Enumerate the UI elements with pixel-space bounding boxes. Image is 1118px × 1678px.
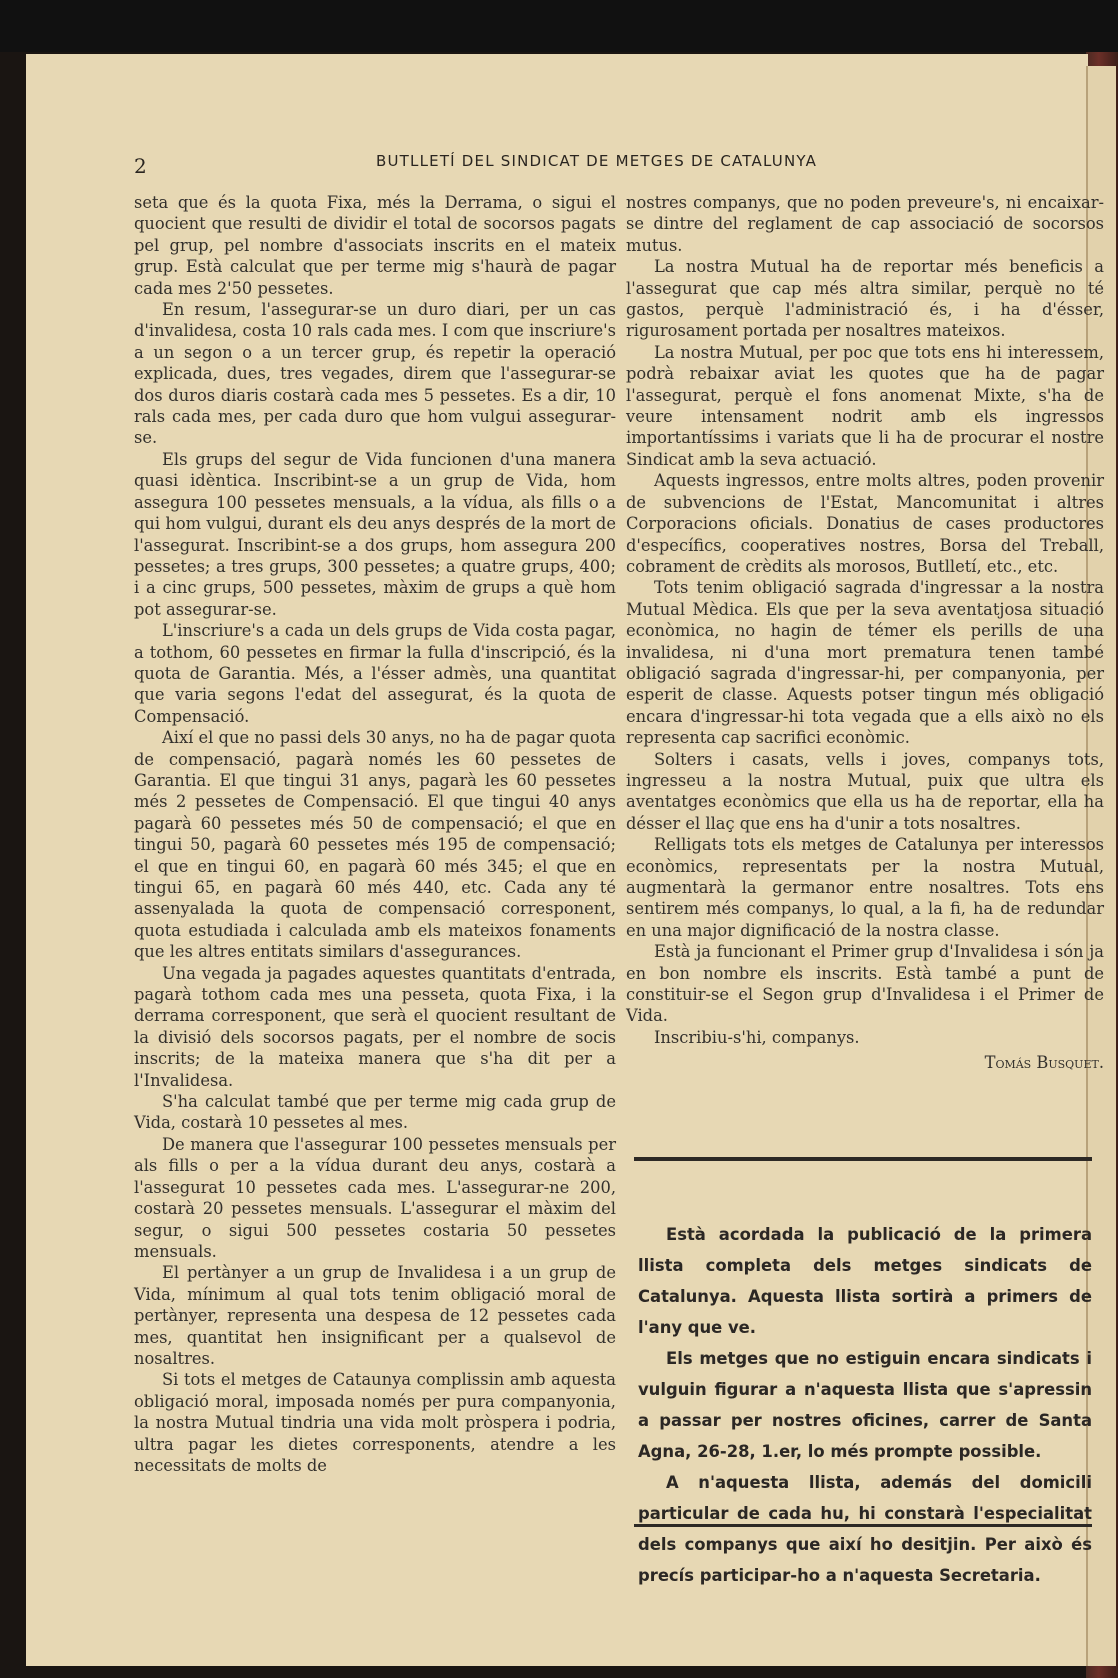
notice-paragraph: Els metges que no estiguin encara sindicats i vulguin figurar a n'aquesta llista que s'apressin a passar per nostres oficines, carrer de Santa Agna, 26-28, 1.er, lo més prompte possible. [638,1349,1092,1461]
paragraph: Aquests ingressos, entre molts altres, poden provenir de subvencions de l'Estat, Mancomunitat i altres Corporacions oficials. Donatius de cases productores d'específics, cooperatives nostres, Borsa del Treball, cobrament de crèdits als morosos, Butlletí, etc., etc. [626,471,1104,576]
scan-background-top [0,0,1118,52]
right-column [626,192,1104,1074]
running-head: BUTLLETÍ DEL SINDICAT DE METGES DE CATALUNYA [376,152,818,170]
paragraph: S'ha calculat també que per terme mig cada grup de Vida, costarà 10 pessetes al mes. [134,1092,616,1133]
paragraph: Està ja funcionant el Primer grup d'Invalidesa i són ja en bon nombre els inscrits. Està també a punt de constituir-se el Segon grup d'Invalidesa i el Primer de Vida. [626,942,1104,1026]
page-number: 2 [134,154,147,178]
paragraph: Solters i casats, vells i joves, companys tots, ingresseu a la nostra Mutual, puix que ultra els aventatges econòmics que ella us ha de reportar, ella ha désser el llaç que ens ha d'unir a tots nosaltres. [626,749,1104,833]
paragraph: Inscribiu-s'hi, companys. [654,1027,860,1047]
paragraph: Relligats tots els metges de Catalunya per interessos econòmics, representats per la nostra Mutual, augmentarà la germanor entre nosaltres. Tots ens sentirem més companys, lo qual, a la fi, ha de redundar en una major dignificació de la nostra classe. [626,835,1104,940]
paragraph: Una vegada ja pagades aquestes quantitats d'entrada, pagarà tothom cada mes una pesseta, quota Fixa, i la derrama corresponent, que serà el quocient resultant de la divisió dels socorsos pagats, per el nombre de socis inscrits; de la mateixa manera que s'ha dit per a l'Invalidesa. [134,963,616,1090]
notice-box [638,1219,1092,1591]
paragraph: Tots tenim obligació sagrada d'ingressar a la nostra Mutual Mèdica. Els que per la seva aventatjosa situació econòmica, no hagin de témer els perills de una invalidesa, ni d'una mort prematura tenen també obligació sagrada d'ingressar-hi, per companyonia, per esperit de classe. Aquests potser tingun més obligació encara d'ingressar-hi tota vegada que a ells això no els representa cap sacrifici econòmic. [626,578,1104,748]
paragraph: El pertànyer a un grup de Invalidesa i a un grup de Vida, mínimum al qual tots tenim obligació moral de pertànyer, representa una despesa de 12 pessetes cada mes, quantitat hen insignificant per a qualsevol de nosaltres. [134,1263,616,1368]
paragraph: La nostra Mutual ha de reportar més beneficis a l'assegurat que cap més altra similar, perquè no té gastos, perquè l'administració és, i ha d'ésser, rigurosament portada per nosaltres mateixos. [626,257,1104,341]
notice-bottom-rule [634,1524,1092,1527]
left-column [134,192,616,1476]
paragraph: La nostra Mutual, per poc que tots ens hi interessem, podrà rebaixar aviat les quotes que ha de pagar l'assegurat, perquè el fons anomenat Mixte, s'ha de veure intensament nodrit amb els ingressos importantíssims i variats que li ha de procurar el nostre Sindicat amb la seva actuació. [626,342,1104,469]
paragraph: seta que és la quota Fixa, més la Derrama, o sigui el quocient que resulti de dividir el total de socorsos pagats pel grup, pel nombre d'associats inscrits en el mateix grup. Està calculat que per terme mig s'haurà de pagar cada mes 2'50 pessetes. [134,193,616,298]
notice-top-rule [634,1157,1092,1161]
paragraph: De manera que l'assegurar 100 pessetes mensuals per als fills o per a la vídua durant deu anys, costarà a l'assegurat 10 pessetes cada mes. L'assegurar-ne 200, costarà 20 pessetes mensuals. L'assegurar el màxim del segur, o sigui 500 pessetes costaria 50 pessetes mensuals. [134,1134,616,1261]
paragraph: L'inscriure's a cada un dels grups de Vida costa pagar, a tothom, 60 pessetes en firmar la fulla d'inscripció, és la quota de Garantia. Més, a l'ésser admès, una quantitat que varia segons l'edat del assegurat, és la quota de Compensació. [134,621,616,726]
paragraph: Així el que no passi dels 30 anys, no ha de pagar quota de compensació, pagarà només les 60 pessetes de Garantia. El que tingui 31 anys, pagarà les 60 pessetes més 2 pessetes de Compensació. El que tingui 40 anys pagarà 60 pessetes més 50 de compensació; el que en tingui 50, pagarà 60 pessetes més 195 de compensació; el que en tingui 60, en pagarà 60 més 345; el que en tingui 65, en pagarà 60 més 440, etc. Cada any té assenyalada la quota de compensació corresponent, quota estudiada i calculada amb els mateixos fonaments que les altres entitats similars d'assegurances. [134,728,616,962]
author-signature: Tomás Busquet. [984,1053,1104,1073]
document-page [26,54,1104,1666]
notice-paragraph: Està acordada la publicació de la primera llista completa dels metges sindicats de Catalunya. Aquesta llista sortirà a primers de l'any que ve. [638,1225,1092,1337]
notice-paragraph: A n'aquesta llista, además del domicili particular de cada hu, hi constarà l'especialitat dels companys que així ho desitjin. Per això és precís participar-ho a n'aquesta Secretaria. [638,1473,1092,1585]
paragraph: Si tots el metges de Cataunya complissin amb aquesta obligació moral, imposada només per pura companyonia, la nostra Mutual tindria una vida molt pròspera i podria, ultra pagar les dietes corresponents, atendre a les necessitats de molts de [134,1370,616,1475]
paragraph: En resum, l'assegurar-se un duro diari, per un cas d'invalidesa, costa 10 rals cada mes. I com que inscriure's a un segon o a un tercer grup, és repetir la operació explicada, dues, tres vegades, direm que l'assegurar-se dos duros diaris costarà cada mes 5 pessetes. Es a dir, 10 rals cada mes, per cada duro que hom vulgui assegurar-se. [134,300,616,448]
paragraph: Els grups del segur de Vida funcionen d'una manera quasi idèntica. Inscribint-se a un grup de Vida, hom assegura 100 pessetes mensuals, a la vídua, als fills o a qui hom vulgui, durant els deu anys després de la mort de l'assegurat. Inscribint-se a dos grups, hom assegura 200 pessetes; a tres grups, 300 pessetes; a quatre grups, 400; i a cinc grups, 500 pessetes, màxim de grups a què hom pot assegurar-se. [134,449,616,619]
paragraph: nostres companys, que no poden preveure's, ni encaixar-se dintre del reglament de cap associació de socorsos mutus. [626,193,1104,255]
